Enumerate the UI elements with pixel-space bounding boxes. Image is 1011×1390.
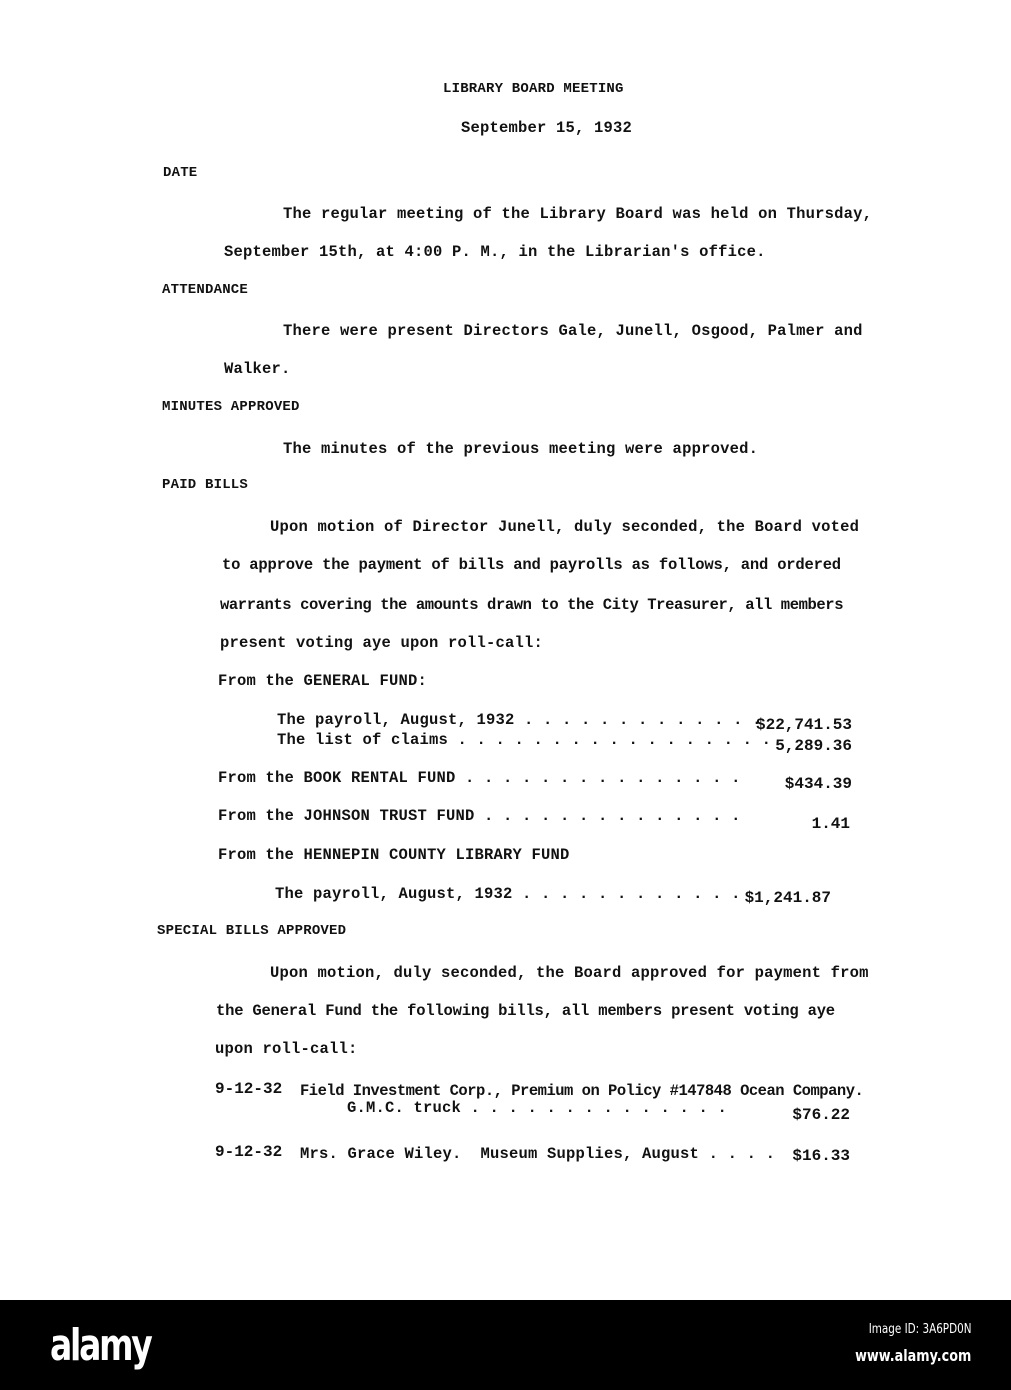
paragraph-line: present voting aye upon roll-call: (220, 634, 544, 652)
paragraph-line: September 15th, at 4:00 P. M., in the Librarian's office. (224, 243, 766, 261)
bill-amount: 1.41 (811, 815, 850, 833)
alamy-logo: alamy (50, 1320, 151, 1371)
paragraph-line: warrants covering the amounts drawn to the City Treasurer, all members (220, 596, 844, 614)
bill-description: Mrs. Grace Wiley. Museum Supplies, August . . . . (300, 1145, 776, 1163)
paragraph-line: upon roll-call: (215, 1040, 358, 1058)
paragraph-line: Upon motion, duly seconded, the Board approved for payment from (270, 964, 869, 982)
bill-amount: $22,741.53 (755, 716, 852, 734)
hennepin-fund-label: From the HENNEPIN COUNTY LIBRARY FUND (218, 846, 570, 864)
bill-amount: $1,241.87 (744, 889, 831, 907)
bill-description: Field Investment Corp., Premium on Policy #147848 Ocean Company. (300, 1082, 864, 1100)
bill-amount: $434.39 (784, 775, 852, 793)
watermark-url: www.alamy.com (854, 1346, 971, 1365)
paragraph-line: Upon motion of Director Junell, duly seconded, the Board voted (270, 518, 860, 536)
bill-description: G.M.C. truck . . . . . . . . . . . . . . (347, 1099, 728, 1117)
heading-special-bills: SPECIAL BILLS APPROVED (157, 923, 347, 939)
paragraph-line: to approve the payment of bills and payrolls as follows, and ordered (222, 556, 841, 574)
heading-paid-bills: PAID BILLS (162, 477, 249, 493)
paragraph-line: The minutes of the previous meeting were approved. (283, 440, 759, 458)
bill-label: The payroll, August, 1932 . . . . . . . . . . . . (275, 885, 741, 903)
heading-minutes: MINUTES APPROVED (162, 399, 300, 415)
bill-date: 9-12-32 (215, 1143, 283, 1161)
paragraph-line: The regular meeting of the Library Board was held on Thursday, (283, 205, 873, 223)
meeting-date: September 15, 1932 (461, 119, 633, 137)
bill-date: 9-12-32 (215, 1080, 283, 1098)
bill-label: The list of claims . . . . . . . . . . . . . . . . . (277, 731, 772, 749)
bill-label: From the JOHNSON TRUST FUND . . . . . . . . . . . . . . (218, 807, 741, 825)
heading-date: DATE (163, 165, 198, 181)
watermark-bar (0, 1300, 1011, 1390)
bill-amount: $76.22 (792, 1106, 850, 1124)
bill-amount: 5,289.36 (775, 737, 852, 755)
paragraph-line: There were present Directors Gale, Junell, Osgood, Palmer and (283, 322, 863, 340)
image-id: Image ID: 3A6PD0N (868, 1322, 971, 1337)
general-fund-label: From the GENERAL FUND: (218, 672, 428, 690)
bill-amount: $16.33 (792, 1147, 850, 1165)
paragraph-line: the General Fund the following bills, all members present voting aye (216, 1002, 835, 1020)
document-title: LIBRARY BOARD MEETING (443, 81, 624, 97)
heading-attendance: ATTENDANCE (162, 282, 249, 298)
bill-label: The payroll, August, 1932 . . . . . . . . . . . . . (277, 711, 762, 729)
paragraph-line: Walker. (224, 360, 291, 378)
bill-label: From the BOOK RENTAL FUND . . . . . . . . . . . . . . . (218, 769, 741, 787)
